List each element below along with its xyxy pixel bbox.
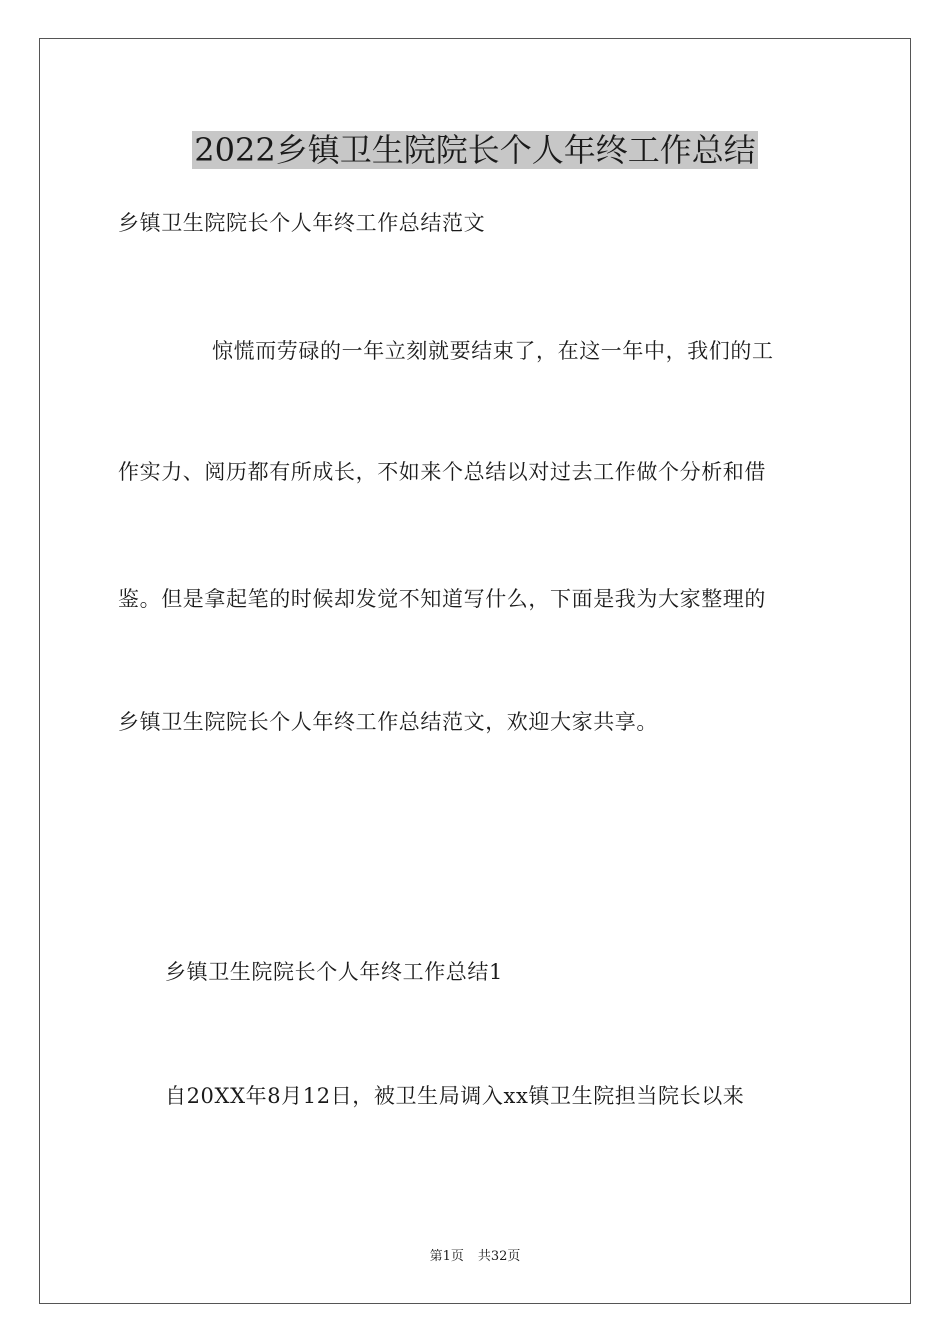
section-first-line: 自20XX年8月12日，被卫生局调入xx镇卫生院担当院长以来 [165, 1084, 745, 1108]
intro-line-4: 乡镇卫生院院长个人年终工作总结范文，欢迎大家共享。 [118, 710, 658, 734]
document-title [0, 128, 950, 172]
page-total: 共32页 [477, 1249, 521, 1264]
intro-line-1: 惊慌而劳碌的一年立刻就要结束了，在这一年中，我们的工 [212, 339, 774, 363]
page-footer [0, 1248, 950, 1266]
section-heading: 乡镇卫生院院长个人年终工作总结1 [165, 960, 503, 984]
page-number: 第1页 [429, 1249, 464, 1264]
document-title-text: 2022乡镇卫生院院长个人年终工作总结 [194, 131, 756, 169]
document-subtitle: 乡镇卫生院院长个人年终工作总结范文 [118, 211, 486, 235]
intro-line-2: 作实力、阅历都有所成长，不如来个总结以对过去工作做个分析和借 [118, 460, 766, 484]
intro-line-3: 鉴。但是拿起笔的时候却发觉不知道写什么，下面是我为大家整理的 [118, 587, 766, 611]
